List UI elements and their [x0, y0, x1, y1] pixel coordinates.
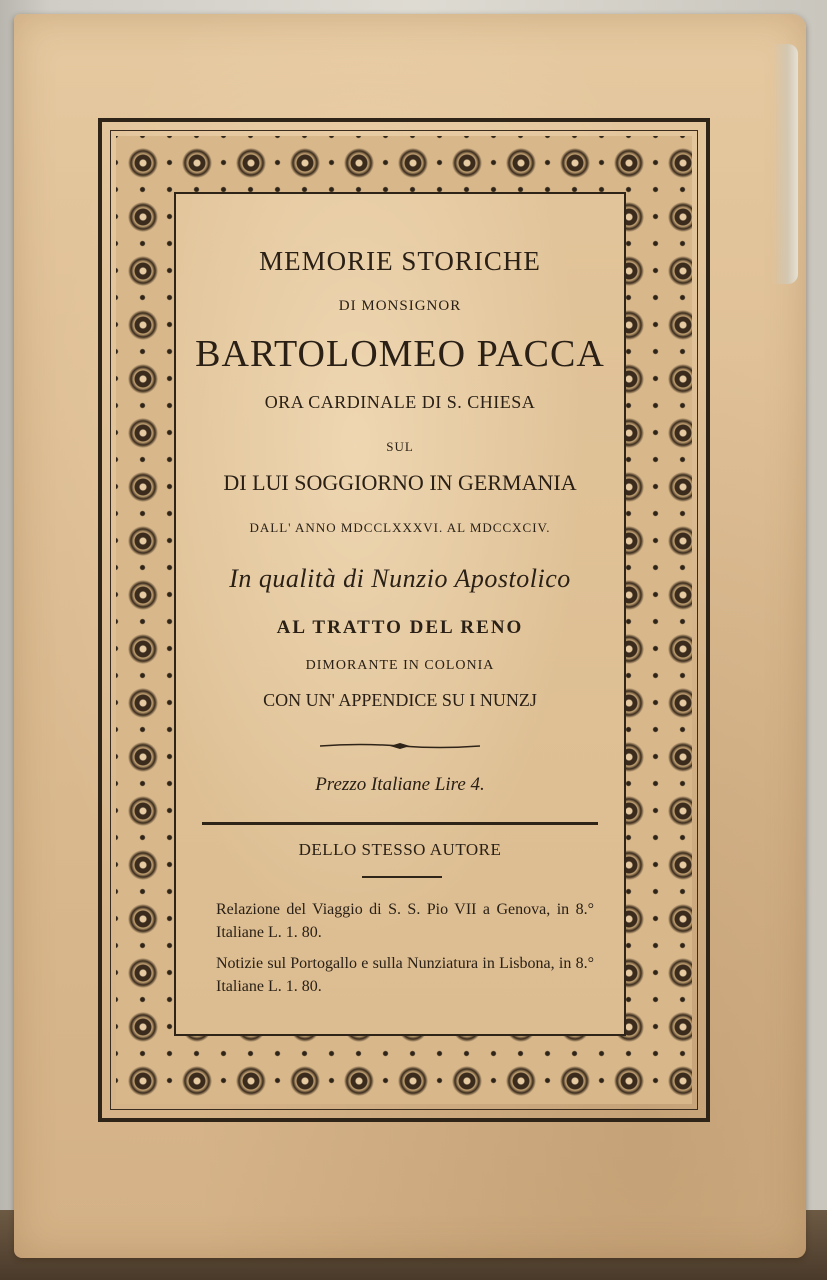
section-heading: DELLO STESSO AUTORE — [298, 840, 502, 859]
title-line-6: DI LUI SOGGIORNO IN GERMANIA — [223, 470, 577, 495]
date-range-line: DALL' ANNO MDCCLXXXVI. AL MDCCXCIV. — [249, 520, 551, 535]
author-name: BARTOLOMEO PACCA — [195, 333, 605, 375]
other-work-1: Relazione del Viaggio di S. S. Pio VII a Genova, in 8.° Italiane L. 1. 80. — [216, 901, 594, 941]
title-line-9: AL TRATTO DEL RENO — [276, 617, 524, 638]
title-line-11: CON UN' APPENDICE SU I NUNZJ — [263, 690, 537, 710]
price-line: Prezzo Italiane Lire 4. — [315, 774, 485, 795]
title-line-1: MEMORIE STORICHE — [259, 246, 541, 276]
title-line-5: SUL — [386, 439, 414, 454]
title-line-4: ORA CARDINALE DI S. CHIESA — [264, 392, 536, 412]
torn-spine-edge — [772, 44, 798, 284]
other-work-2: Notizie sul Portogallo e sulla Nunziatura in Lisbona, in 8.° Italiane L. 1. 80. — [216, 955, 594, 995]
title-line-10: DIMORANTE IN COLONIA — [305, 658, 495, 673]
title-panel — [174, 192, 626, 1036]
title-line-2: DI MONSIGNOR — [338, 298, 462, 314]
ornamental-frame — [98, 118, 710, 1122]
flourish-divider — [320, 742, 480, 750]
short-rule — [362, 876, 442, 878]
book-cover — [14, 14, 806, 1258]
italic-role-line: In qualità di Nunzio Apostolico — [229, 564, 571, 593]
horizontal-rule — [202, 822, 598, 825]
